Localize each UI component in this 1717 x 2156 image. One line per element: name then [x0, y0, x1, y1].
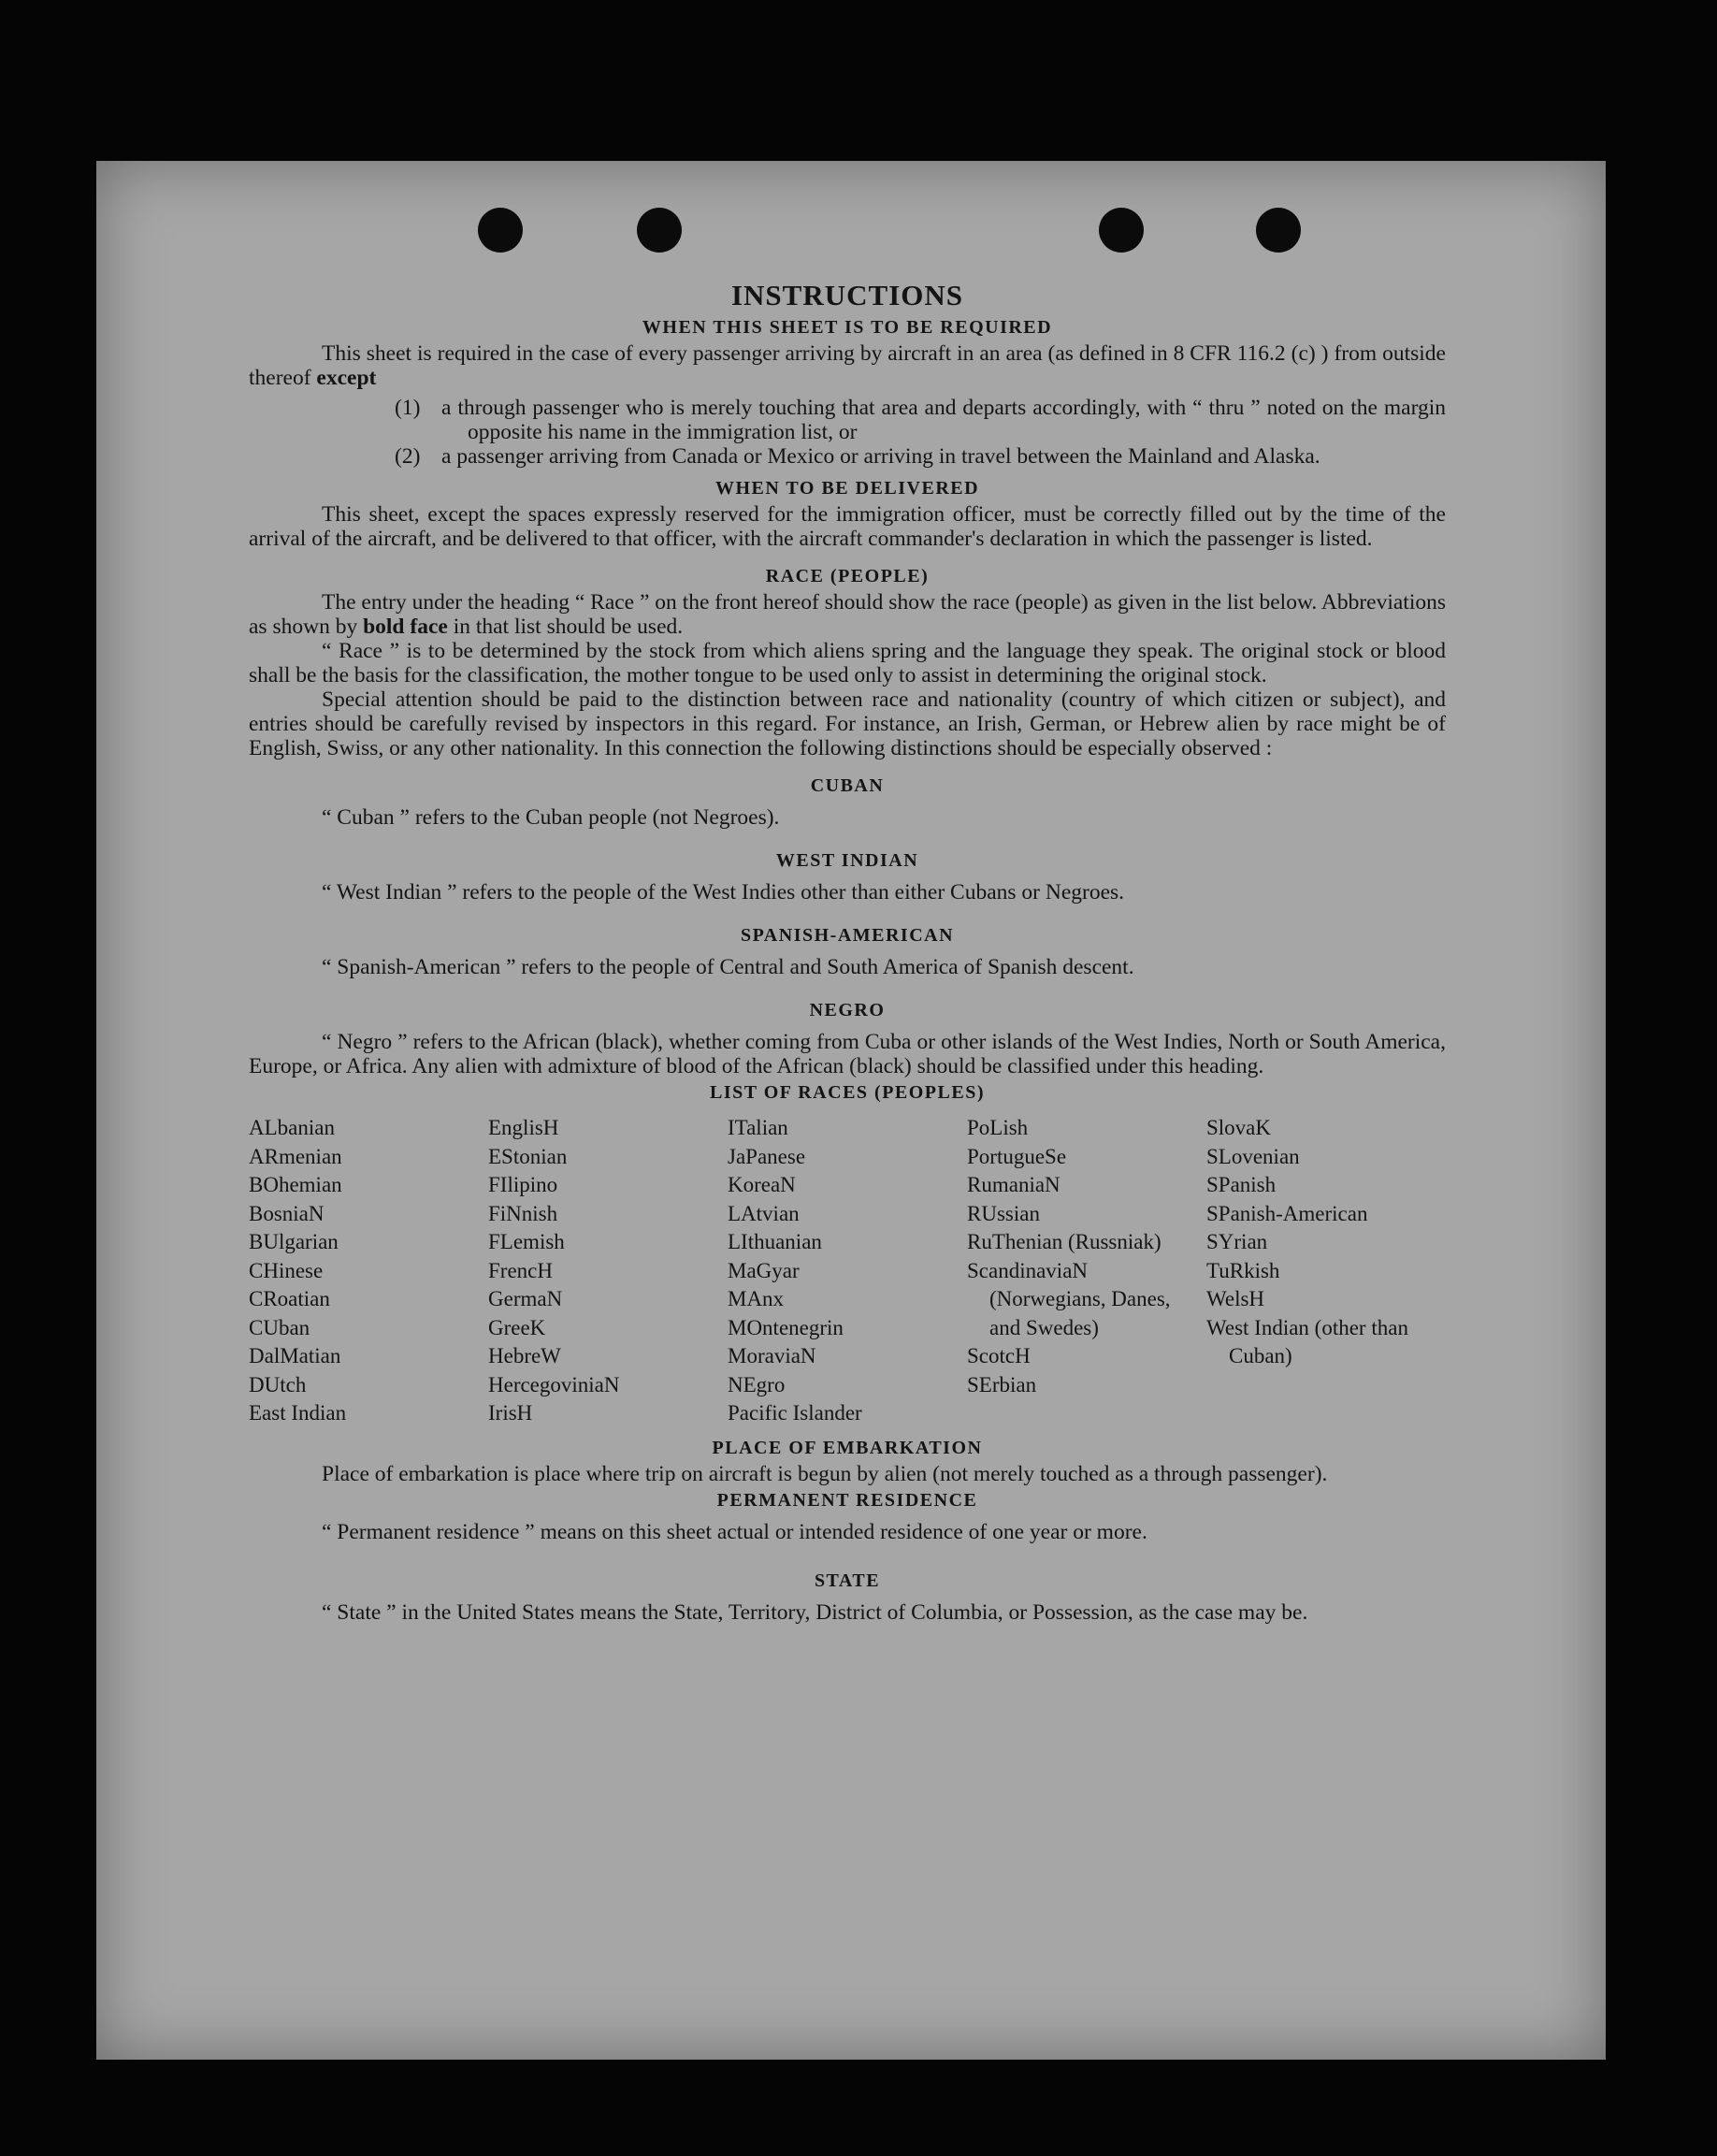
heading-west-indian: WEST INDIAN [775, 850, 919, 871]
race-entry: IrisH [488, 1401, 533, 1425]
race-entry: SYrian [1206, 1230, 1268, 1253]
item-number: (2) [395, 444, 421, 469]
race-paragraph-3: Special attention should be paid to the distinction between race and nationality (country of which citizen or subject), and entries should be carefully revised by inspectors in this regard. For instance, an Irish, German, or Hebrew alien by race might be of English, Swiss, or any other nationality. In this connection the following distinctions should be especially observed : [249, 687, 1446, 760]
race-entry: East Indian [249, 1401, 347, 1425]
heading-state: STATE [814, 1570, 881, 1591]
race-entry: JaPanese [728, 1144, 806, 1168]
race-entry: FrencH [488, 1258, 553, 1282]
item-text: a through passenger who is merely touching that area and departs accordingly, with “ thru ” noted on the margin opposite his name in the immigration list, or [441, 396, 1446, 444]
punch-hole [1099, 208, 1144, 253]
race-entry: CRoatian [249, 1287, 330, 1310]
race-column-4 [967, 1114, 1206, 1428]
race-entry: MaGyar [728, 1258, 800, 1282]
instructions-body [249, 278, 1446, 1625]
race-entry: EnglisH [488, 1116, 559, 1139]
race-entry: DUtch [249, 1372, 307, 1396]
race-paragraph-2: “ Race ” is to be determined by the stock from which aliens spring and the language they speak. The original stock or blood shall be the basis for the classification, the mother tongue to be used only to assist in determining the original stock. [249, 639, 1446, 687]
race-entry: LIthuanian [728, 1230, 822, 1253]
race-entry: SErbian [967, 1372, 1037, 1396]
item-text: a passenger arriving from Canada or Mexico or arriving in travel between the Mainland and Alaska. [441, 444, 1320, 469]
race-entry: TuRkish [1206, 1258, 1280, 1282]
race-entry: HebreW [488, 1344, 561, 1367]
race-entry: West Indian (other than Cuban) [1206, 1315, 1408, 1367]
race-entry: SPanish [1206, 1173, 1277, 1196]
race-column-5 [1206, 1114, 1446, 1428]
heading-negro: NEGRO [809, 1000, 886, 1020]
intro-text: This sheet is required in the case of every passenger arriving by aircraft in an area (as defined in 8 CFR 116.2 (c) ) from outside thereof [249, 341, 1446, 390]
race-entry: PortugueSe [967, 1144, 1067, 1168]
race-column-1 [249, 1114, 488, 1428]
exception-item-1 [395, 396, 1446, 444]
race-entry: BosniaN [249, 1201, 325, 1225]
heading-cuban: CUBAN [810, 775, 885, 796]
race-p1-text: The entry under the heading “ Race ” on the front hereof should show the race (people) as given in the list below. Abbreviations as shown by [249, 590, 1446, 639]
race-entry: BUlgarian [249, 1230, 339, 1253]
race-entry: BOhemian [249, 1173, 342, 1196]
race-entry: Pacific Islander [728, 1401, 862, 1425]
race-entry: ITalian [728, 1116, 788, 1139]
race-p1-text-end: in that list should be used. [453, 615, 684, 639]
race-entry: ARmenian [249, 1144, 342, 1168]
race-entry: CUban [249, 1315, 310, 1339]
heading-embarkation: PLACE OF EMBARKATION [712, 1437, 983, 1458]
race-entry: DalMatian [249, 1344, 341, 1367]
spanish-american-text: “ Spanish-American ” refers to the people of Central and South America of Spanish descent. [322, 955, 1134, 979]
race-entry: NEgro [728, 1372, 786, 1396]
race-entry: RumaniaN [967, 1173, 1060, 1196]
cuban-text: “ Cuban ” refers to the Cuban people (not Negroes). [322, 805, 780, 830]
race-entry: SLovenian [1206, 1144, 1300, 1168]
race-entry: FiNnish [488, 1201, 558, 1225]
item-number: (1) [395, 396, 421, 420]
heading-race: RACE (PEOPLE) [765, 566, 930, 586]
heading-when-delivered: WHEN TO BE DELIVERED [714, 478, 980, 499]
page-title: INSTRUCTIONS [730, 279, 963, 311]
state-text: “ State ” in the United States means the State, Territory, District of Columbia, or Possession, as the case may be. [322, 1599, 1308, 1625]
when-required-intro [249, 341, 1446, 390]
west-indian-text: “ West Indian ” refers to the people of the West Indies other than either Cubans or Negroes. [322, 880, 1125, 904]
race-entry: KoreaN [728, 1173, 796, 1196]
heading-permanent-residence: PERMANENT RESIDENCE [716, 1489, 978, 1511]
race-entry: LAtvian [728, 1201, 800, 1225]
race-entry: FIlipino [488, 1173, 558, 1196]
heading-spanish-american: SPANISH-AMERICAN [740, 925, 955, 946]
race-entry: SlovaK [1206, 1116, 1271, 1139]
race-entry: FLemish [488, 1230, 565, 1253]
race-entry: PoLish [967, 1116, 1029, 1139]
race-entry: HercegoviniaN [488, 1372, 620, 1396]
heading-list-of-races: LIST OF RACES (PEOPLES) [709, 1082, 985, 1103]
race-entry: SPanish-American [1206, 1201, 1368, 1225]
race-paragraph-1 [249, 590, 1446, 639]
punch-hole [1256, 208, 1301, 253]
race-entry: ScotcH [967, 1344, 1031, 1367]
race-entry: MoraviaN [728, 1344, 816, 1367]
race-column-2 [488, 1114, 728, 1428]
race-p1-bold: bold face [363, 615, 448, 639]
exception-item-2 [395, 444, 1446, 469]
race-column-3 [728, 1114, 967, 1428]
permanent-residence-text: “ Permanent residence ” means on this sheet actual or intended residence of one year or more. [322, 1519, 1147, 1544]
race-entry: MAnx [728, 1287, 785, 1310]
race-entry: MOntenegrin [728, 1315, 844, 1339]
when-delivered-text: This sheet, except the spaces expressly reserved for the immigration officer, must be correctly filled out by the time of the arrival of the aircraft, and be delivered to that officer, with the aircraft commander's declaration in which the passenger is listed. [249, 502, 1446, 551]
punch-hole [478, 208, 523, 253]
race-entry: GermaN [488, 1287, 563, 1310]
heading-when-required: WHEN THIS SHEET IS TO BE REQUIRED [642, 317, 1053, 338]
race-entry: EStonian [488, 1144, 568, 1168]
race-entry: ScandinaviaN (Norwegians, Danes, and Swedes) [967, 1258, 1171, 1339]
race-entry: ALbanian [249, 1116, 335, 1139]
race-entry: RuThenian (Russniak) [967, 1230, 1162, 1253]
punch-hole [637, 208, 682, 253]
race-entry: GreeK [488, 1315, 546, 1339]
race-entry: RUssian [967, 1201, 1040, 1225]
intro-except: except [316, 366, 377, 390]
negro-text: “ Negro ” refers to the African (black), whether coming from Cuba or other islands of the West Indies, North or South America, Europe, or Africa. Any alien with admixture of blood of the African (black) should be classified under this heading. [249, 1030, 1446, 1078]
race-entry: CHinese [249, 1258, 324, 1282]
race-entry: WelsH [1206, 1287, 1265, 1310]
embarkation-text: Place of embarkation is place where trip on aircraft is begun by alien (not merely touched as a through passenger). [322, 1461, 1328, 1486]
race-list [249, 1114, 1446, 1428]
document-sheet [96, 161, 1606, 2060]
